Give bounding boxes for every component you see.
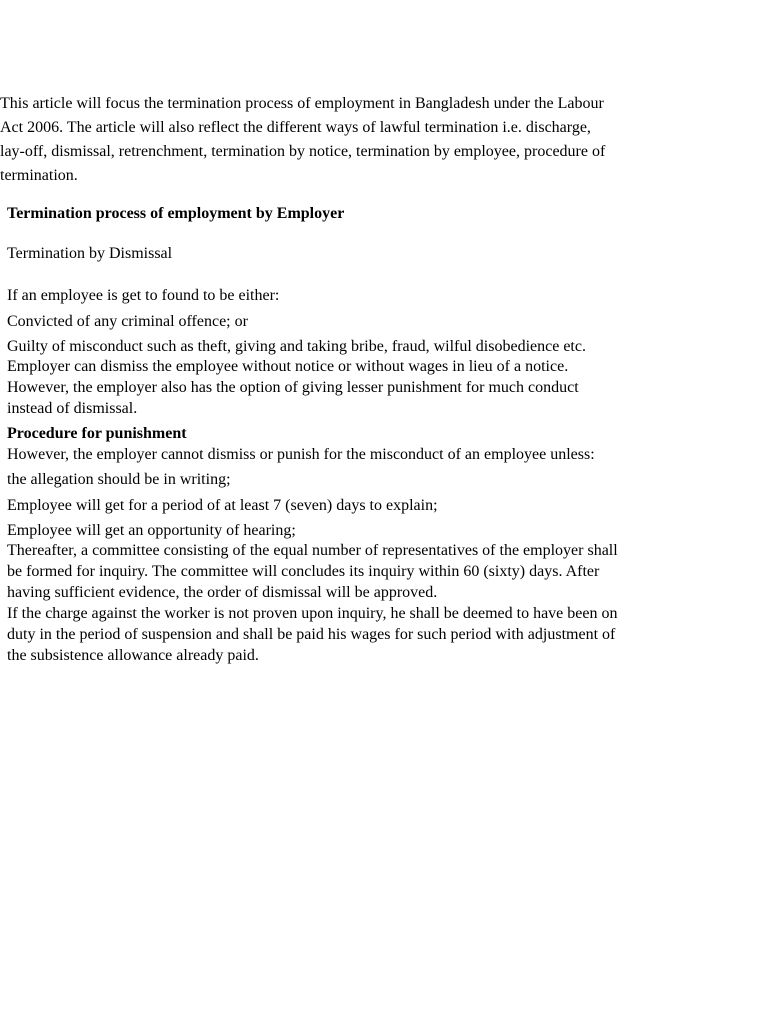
- subheading-dismissal: Termination by Dismissal: [7, 245, 173, 262]
- committee-line: If the charge against the worker is not proven upon inquiry, he shall be deemed to have been on: [7, 605, 618, 622]
- section-heading-employer: Termination process of employment by Employer: [7, 205, 345, 222]
- guilty-line: Guilty of misconduct such as theft, giving and taking bribe, fraud, wilful disobedience etc.: [7, 338, 586, 355]
- committee-line: duty in the period of suspension and shall be paid his wages for such period with adjustment of: [7, 626, 616, 643]
- condition-hearing: Employee will get an opportunity of hearing;: [7, 522, 296, 539]
- committee-line: Thereafter, a committee consisting of the equal number of representatives of the employer shall: [7, 542, 618, 559]
- guilty-line: However, the employer also has the option of giving lesser punishment for much conduct: [7, 379, 579, 396]
- committee-line: be formed for inquiry. The committee will concludes its inquiry within 60 (sixty) days. After: [7, 563, 600, 580]
- procedure-intro: However, the employer cannot dismiss or punish for the misconduct of an employee unless:: [7, 446, 595, 463]
- intro-line: lay-off, dismissal, retrenchment, termination by notice, termination by employee, procedure of: [0, 143, 606, 160]
- condition-explain: Employee will get for a period of at least 7 (seven) days to explain;: [7, 497, 438, 514]
- committee-line: having sufficient evidence, the order of dismissal will be approved.: [7, 584, 438, 601]
- either-line: If an employee is get to found to be either:: [7, 287, 280, 304]
- guilty-line: instead of dismissal.: [7, 400, 138, 417]
- intro-line: termination.: [0, 167, 78, 184]
- guilty-line: Employer can dismiss the employee without notice or without wages in lieu of a notice.: [7, 358, 569, 375]
- intro-line: Act 2006. The article will also reflect the different ways of lawful termination i.e. discharge,: [0, 119, 591, 136]
- intro-line: This article will focus the termination process of employment in Bangladesh under the Labour: [0, 95, 604, 112]
- condition-writing: the allegation should be in writing;: [7, 471, 231, 488]
- convicted-line: Convicted of any criminal offence; or: [7, 313, 248, 330]
- section-heading-procedure: Procedure for punishment: [7, 425, 187, 442]
- committee-line: the subsistence allowance already paid.: [7, 647, 259, 664]
